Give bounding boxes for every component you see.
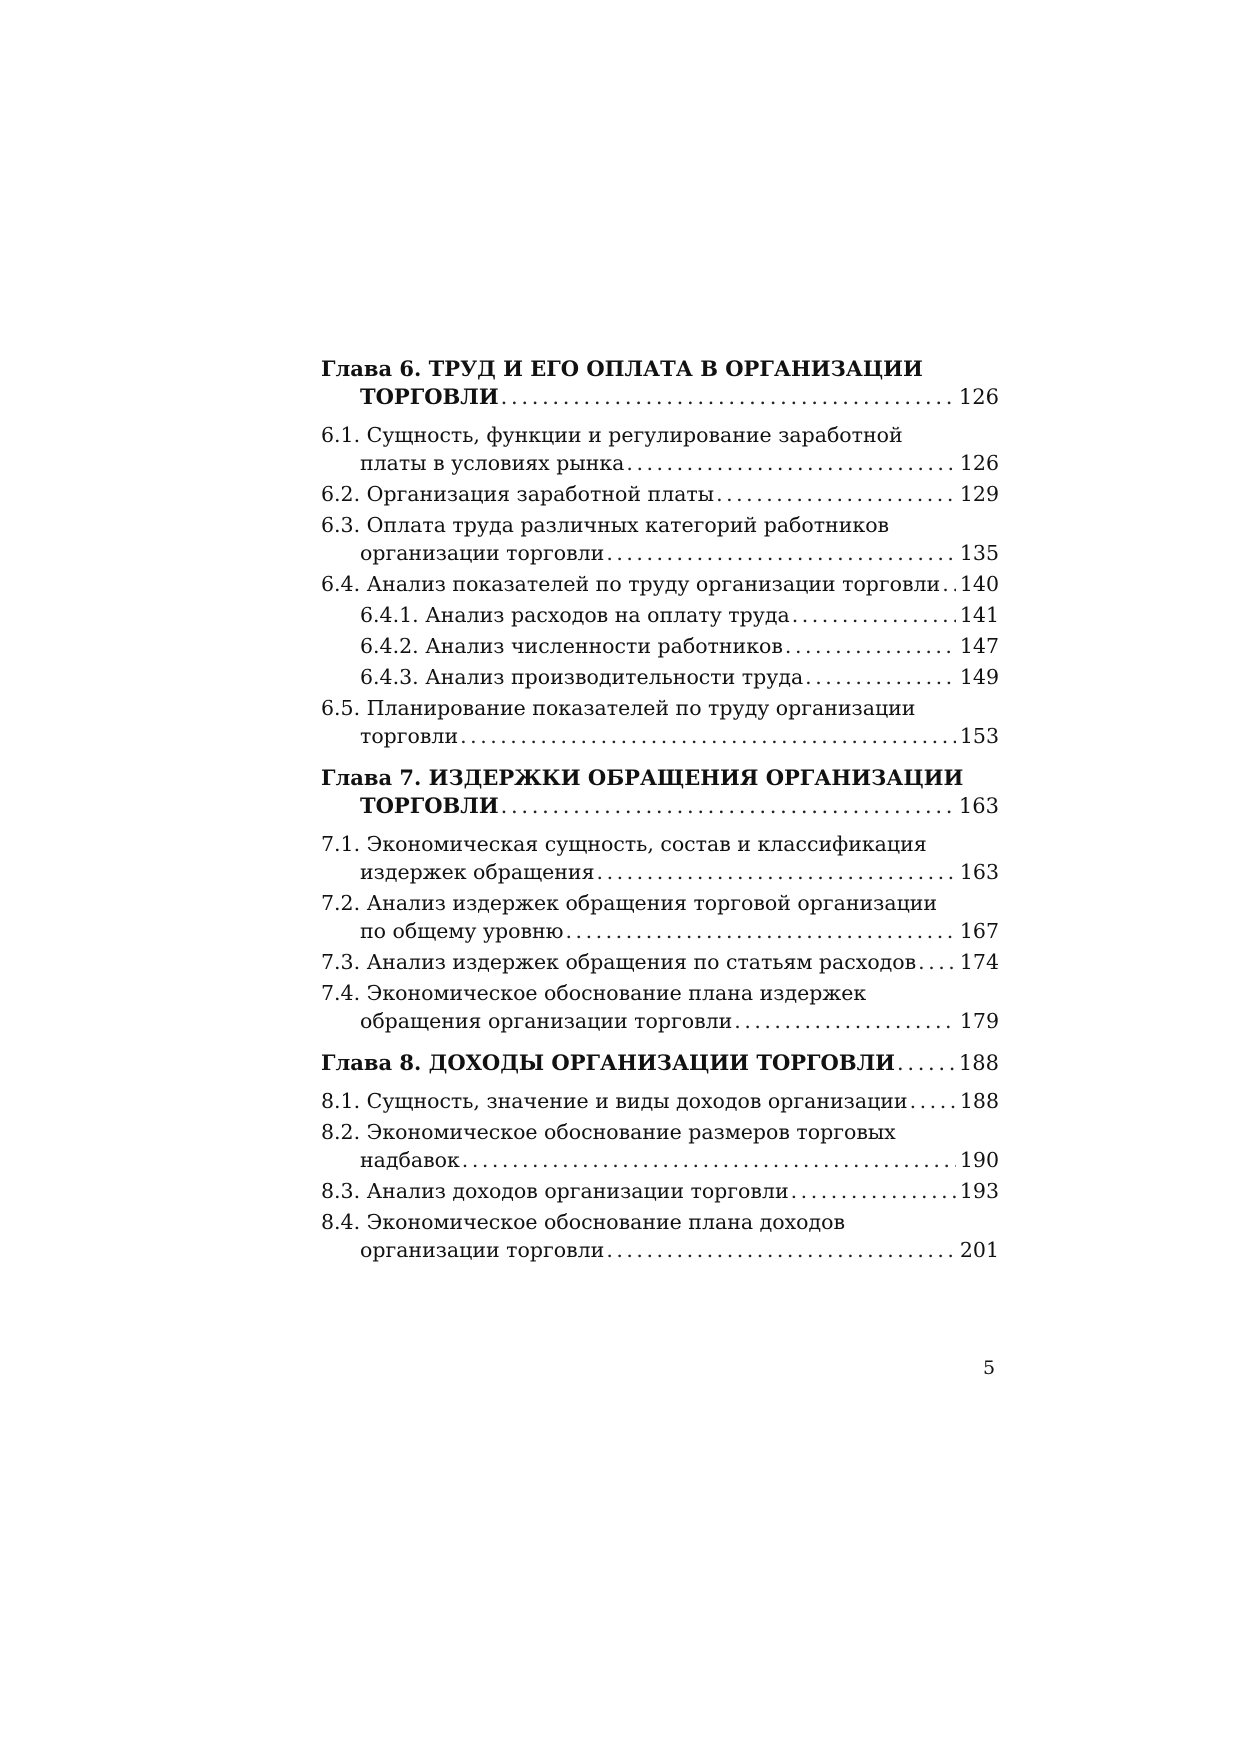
- chapter-6-entry: [321, 355, 999, 411]
- toc-entry: [321, 1118, 999, 1174]
- section-title: 6.1. Сущность, функции и регулирование заработной: [321, 423, 903, 447]
- toc-subentry: [321, 601, 999, 629]
- toc-entry: [321, 480, 999, 508]
- toc-subentry: [321, 632, 999, 660]
- dot-leader: [460, 722, 956, 750]
- toc-entry: [321, 1087, 999, 1115]
- page-ref: 190: [959, 1148, 999, 1172]
- dot-leader: [910, 1087, 956, 1115]
- dot-leader: [597, 858, 956, 886]
- toc-entry: [321, 1177, 999, 1205]
- dot-leader: [734, 1007, 956, 1035]
- page-ref: 135: [959, 541, 999, 565]
- chapter-title: Глава 7. ИЗДЕРЖКИ ОБРАЩЕНИЯ ОРГАНИЗАЦИИ: [321, 765, 964, 790]
- subsection-title: 6.4.3. Анализ производительности труда: [360, 665, 804, 689]
- dot-leader: [501, 383, 955, 411]
- chapter-title: ТОРГОВЛИ: [360, 384, 499, 409]
- page-ref: 174: [959, 950, 999, 974]
- section-title: 6.5. Планирование показателей по труду организации: [321, 696, 916, 720]
- section-title: 7.4. Экономическое обоснование плана издержек: [321, 981, 867, 1005]
- section-title: торговли: [360, 724, 459, 748]
- dot-leader: [716, 480, 956, 508]
- table-of-contents: [321, 355, 999, 1267]
- page-ref: 153: [959, 724, 999, 748]
- page-ref: 141: [959, 603, 999, 627]
- toc-entry: [321, 570, 999, 598]
- page-ref: 163: [959, 860, 999, 884]
- dot-leader: [897, 1049, 955, 1077]
- section-title: 8.4. Экономическое обоснование плана доходов: [321, 1210, 845, 1234]
- toc-entry: [321, 421, 999, 477]
- page-ref: 188: [959, 1089, 999, 1113]
- toc-subentry: [321, 663, 999, 691]
- dot-leader: [606, 1236, 956, 1264]
- section-title: 6.3. Оплата труда различных категорий работников: [321, 513, 890, 537]
- page-ref: 149: [959, 665, 999, 689]
- page-ref: 179: [959, 1009, 999, 1033]
- toc-entry: [321, 1208, 999, 1264]
- page-ref: 126: [958, 385, 999, 409]
- page-ref: 193: [959, 1179, 999, 1203]
- section-title: 8.3. Анализ доходов организации торговли: [321, 1179, 789, 1203]
- section-title: надбавок: [360, 1148, 460, 1172]
- dot-leader: [791, 1177, 956, 1205]
- section-title: обращения организации торговли: [360, 1009, 733, 1033]
- chapter-8-entry: [321, 1049, 999, 1077]
- dot-leader: [918, 948, 956, 976]
- page-ref: 129: [959, 482, 999, 506]
- toc-entry: [321, 511, 999, 567]
- section-title: 7.3. Анализ издержек обращения по статьям расходов: [321, 950, 917, 974]
- section-title: 6.4. Анализ показателей по труду организации торговли: [321, 572, 941, 596]
- toc-entry: [321, 889, 999, 945]
- dot-leader: [606, 539, 956, 567]
- dot-leader: [566, 917, 956, 945]
- section-title: платы в условиях рынка: [360, 451, 625, 475]
- toc-entry: [321, 948, 999, 976]
- subsection-title: 6.4.2. Анализ численности работников: [360, 634, 783, 658]
- page-number: 5: [983, 1357, 996, 1379]
- dot-leader: [805, 663, 956, 691]
- toc-entry: [321, 979, 999, 1035]
- section-title: 8.1. Сущность, значение и виды доходов организации: [321, 1089, 908, 1113]
- section-title: организации торговли: [360, 1238, 605, 1262]
- page-ref: 147: [959, 634, 999, 658]
- page-ref: 140: [959, 572, 999, 596]
- subsection-title: 6.4.1. Анализ расходов на оплату труда: [360, 603, 790, 627]
- chapter-title: Глава 6. ТРУД И ЕГО ОПЛАТА В ОРГАНИЗАЦИИ: [321, 356, 923, 381]
- chapter-title: Глава 8. ДОХОДЫ ОРГАНИЗАЦИИ ТОРГОВЛИ: [321, 1050, 895, 1075]
- page-ref: 163: [958, 794, 999, 818]
- section-title: организации торговли: [360, 541, 605, 565]
- dot-leader: [942, 570, 956, 598]
- section-title: 8.2. Экономическое обоснование размеров торговых: [321, 1120, 896, 1144]
- dot-leader: [792, 601, 956, 629]
- section-title: 7.1. Экономическая сущность, состав и классификация: [321, 832, 927, 856]
- section-title: издержек обращения: [360, 860, 595, 884]
- page-ref: 201: [959, 1238, 999, 1262]
- section-title: 6.2. Организация заработной платы: [321, 482, 715, 506]
- page-ref: 188: [958, 1051, 999, 1075]
- chapter-title: ТОРГОВЛИ: [360, 793, 499, 818]
- chapter-7-entry: [321, 764, 999, 820]
- dot-leader: [626, 449, 955, 477]
- dot-leader: [462, 1146, 956, 1174]
- dot-leader: [785, 632, 956, 660]
- section-title: по общему уровню: [360, 919, 564, 943]
- dot-leader: [501, 792, 955, 820]
- toc-entry: [321, 830, 999, 886]
- page-ref: 167: [959, 919, 999, 943]
- toc-entry: [321, 694, 999, 750]
- page-ref: 126: [959, 451, 999, 475]
- section-title: 7.2. Анализ издержек обращения торговой организации: [321, 891, 938, 915]
